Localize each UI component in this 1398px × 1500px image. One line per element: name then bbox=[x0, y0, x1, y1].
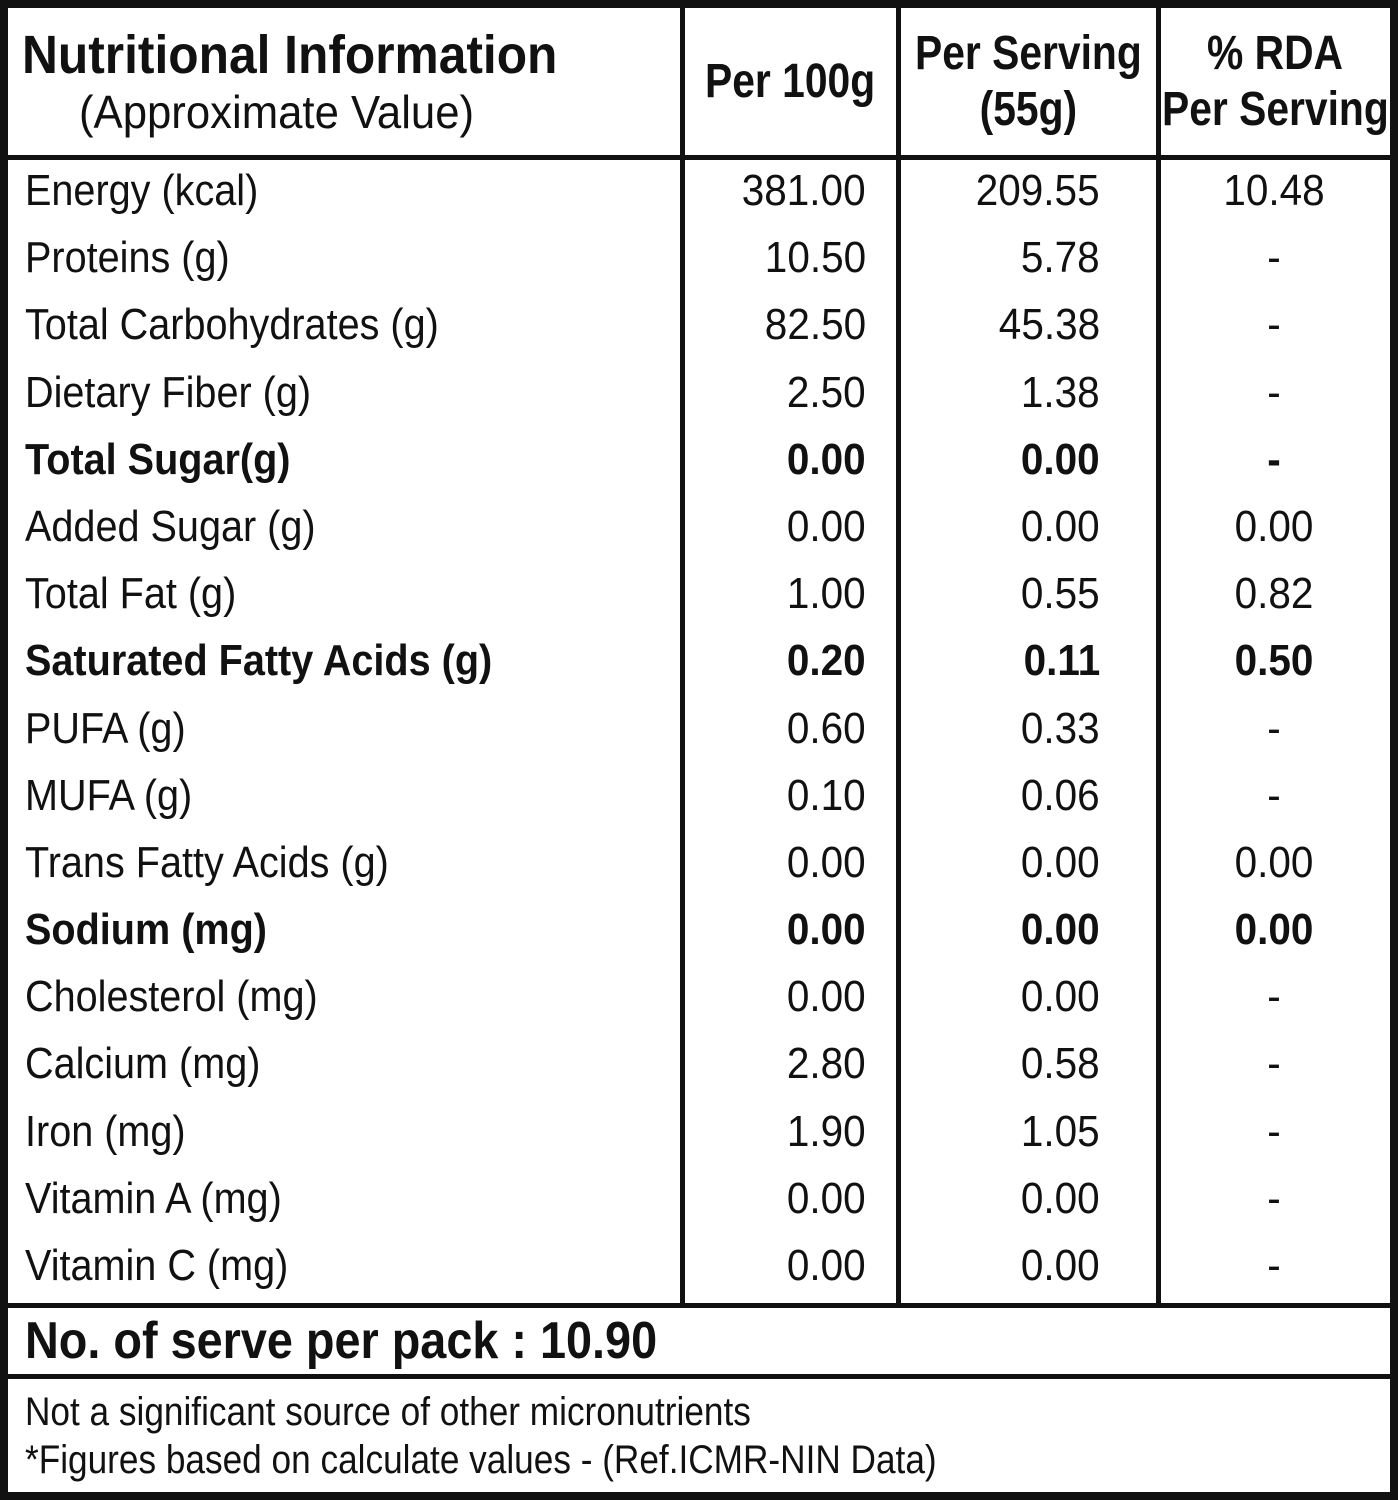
rda-value: 0.82 bbox=[1234, 569, 1314, 619]
table-row bbox=[8, 563, 1398, 630]
per-100g-value: 0.00 bbox=[787, 434, 866, 484]
nutrient-name: Sodium (mg) bbox=[25, 905, 267, 955]
header-per-serving-line2: (55g) bbox=[979, 82, 1078, 136]
per-100g-value: 0.00 bbox=[787, 972, 866, 1022]
per-100g-value: 0.00 bbox=[787, 905, 866, 955]
per-serving-value: 5.78 bbox=[1021, 233, 1100, 283]
rda-value: - bbox=[1267, 1106, 1281, 1156]
per-serving-value: 0.00 bbox=[1021, 501, 1100, 551]
rda-value: - bbox=[1267, 1039, 1281, 1089]
table-row bbox=[8, 496, 1398, 563]
per-serving-value: 0.06 bbox=[1021, 770, 1100, 820]
header-rda-line1: % RDA bbox=[1207, 27, 1344, 81]
header-per-serving bbox=[901, 8, 1156, 155]
nutrient-name: Proteins (g) bbox=[25, 233, 230, 283]
nutrient-name: Saturated Fatty Acids (g) bbox=[25, 636, 493, 686]
table-row bbox=[8, 160, 1398, 227]
footnote: Not a significant source of other micronutrients bbox=[25, 1390, 751, 1434]
nutrient-name: Total Sugar(g) bbox=[25, 434, 291, 484]
table-row bbox=[8, 1168, 1398, 1235]
table-title: Nutritional Information bbox=[22, 25, 558, 85]
nutrient-name: Cholesterol (mg) bbox=[25, 972, 318, 1022]
header-per-100g-label: Per 100g bbox=[705, 54, 876, 108]
rda-value: - bbox=[1267, 367, 1281, 417]
per-serving-value: 0.00 bbox=[1021, 905, 1100, 955]
nutrient-name: Total Carbohydrates (g) bbox=[25, 300, 439, 350]
rda-value: - bbox=[1267, 972, 1281, 1022]
header-rda-line2: Per Serving bbox=[1162, 82, 1389, 136]
nutrient-name: Dietary Fiber (g) bbox=[25, 367, 312, 417]
nutrient-name: Added Sugar (g) bbox=[25, 501, 316, 551]
per-100g-value: 1.90 bbox=[787, 1106, 866, 1156]
per-serving-value: 0.00 bbox=[1021, 434, 1100, 484]
nutrient-name: MUFA (g) bbox=[25, 770, 193, 820]
table-row bbox=[8, 966, 1398, 1033]
header-rda bbox=[1161, 8, 1390, 155]
rda-value: 0.00 bbox=[1234, 501, 1314, 551]
per-serving-value: 1.05 bbox=[1021, 1106, 1100, 1156]
nutrient-name: Energy (kcal) bbox=[25, 166, 259, 215]
per-100g-value: 0.10 bbox=[787, 770, 866, 820]
table-row bbox=[8, 1101, 1398, 1168]
per-100g-value: 0.00 bbox=[787, 501, 866, 551]
per-100g-value: 1.00 bbox=[787, 569, 866, 619]
per-serving-value: 0.58 bbox=[1021, 1039, 1100, 1089]
header-per-serving-line1: Per Serving bbox=[915, 27, 1142, 81]
rda-value: - bbox=[1267, 1173, 1281, 1223]
nutrient-name: PUFA (g) bbox=[25, 703, 186, 753]
per-100g-value: 0.60 bbox=[787, 703, 866, 753]
per-100g-value: 0.00 bbox=[787, 1241, 866, 1290]
footnotes bbox=[25, 1388, 937, 1484]
per-serving-value: 1.38 bbox=[1021, 367, 1100, 417]
table-row bbox=[8, 630, 1398, 697]
nutrient-rows bbox=[8, 160, 1398, 1302]
rda-value: - bbox=[1267, 770, 1281, 820]
rda-value: 10.48 bbox=[1223, 166, 1325, 215]
per-100g-value: 2.80 bbox=[787, 1039, 866, 1089]
rda-value: - bbox=[1267, 233, 1281, 283]
rda-value: - bbox=[1267, 1241, 1281, 1290]
rda-value: - bbox=[1267, 300, 1281, 350]
per-serving-value: 0.55 bbox=[1021, 569, 1100, 619]
per-serving-value: 0.11 bbox=[1023, 636, 1100, 686]
per-100g-value: 10.50 bbox=[764, 233, 866, 283]
table-row bbox=[8, 429, 1398, 496]
nutrient-name: Calcium (mg) bbox=[25, 1039, 261, 1089]
per-serving-value: 209.55 bbox=[976, 166, 1100, 215]
nutrient-name: Vitamin C (mg) bbox=[25, 1241, 289, 1290]
table-row bbox=[8, 899, 1398, 966]
table-subtitle: (Approximate Value) bbox=[79, 86, 475, 139]
per-100g-value: 0.00 bbox=[787, 837, 866, 887]
serve-per-pack: No. of serve per pack : 10.90 bbox=[25, 1312, 658, 1370]
per-serving-value: 0.00 bbox=[1021, 972, 1100, 1022]
per-serving-value: 0.00 bbox=[1021, 837, 1100, 887]
per-100g-value: 82.50 bbox=[764, 300, 866, 350]
nutrient-name: Trans Fatty Acids (g) bbox=[25, 837, 389, 887]
rda-value: 0.50 bbox=[1234, 636, 1314, 686]
table-row bbox=[8, 294, 1398, 361]
footnote: *Figures based on calculate values - (Ref.ICMR-NIN Data) bbox=[25, 1438, 937, 1482]
table-row bbox=[8, 362, 1398, 429]
rda-value: 0.00 bbox=[1234, 905, 1314, 955]
per-100g-value: 0.00 bbox=[787, 1173, 866, 1223]
table-row bbox=[8, 227, 1398, 294]
notes-divider bbox=[8, 1374, 1390, 1379]
table-row bbox=[8, 1235, 1398, 1302]
header-per-100g bbox=[685, 8, 896, 155]
serve-divider bbox=[8, 1303, 1390, 1308]
header-title-cell bbox=[8, 8, 680, 155]
per-serving-value: 0.00 bbox=[1021, 1173, 1100, 1223]
per-serving-value: 0.33 bbox=[1021, 703, 1100, 753]
rda-value: - bbox=[1267, 434, 1281, 484]
per-100g-value: 2.50 bbox=[787, 367, 866, 417]
per-serving-value: 0.00 bbox=[1021, 1241, 1100, 1290]
nutrient-name: Vitamin A (mg) bbox=[25, 1173, 282, 1223]
per-serving-value: 45.38 bbox=[998, 300, 1100, 350]
table-row bbox=[8, 1033, 1398, 1100]
table-row bbox=[8, 832, 1398, 899]
nutrient-name: Iron (mg) bbox=[25, 1106, 186, 1156]
per-100g-value: 381.00 bbox=[742, 166, 866, 215]
rda-value: 0.00 bbox=[1234, 837, 1314, 887]
table-row bbox=[8, 698, 1398, 765]
nutrient-name: Total Fat (g) bbox=[25, 569, 237, 619]
table-row bbox=[8, 765, 1398, 832]
rda-value: - bbox=[1267, 703, 1281, 753]
per-100g-value: 0.20 bbox=[787, 636, 866, 686]
